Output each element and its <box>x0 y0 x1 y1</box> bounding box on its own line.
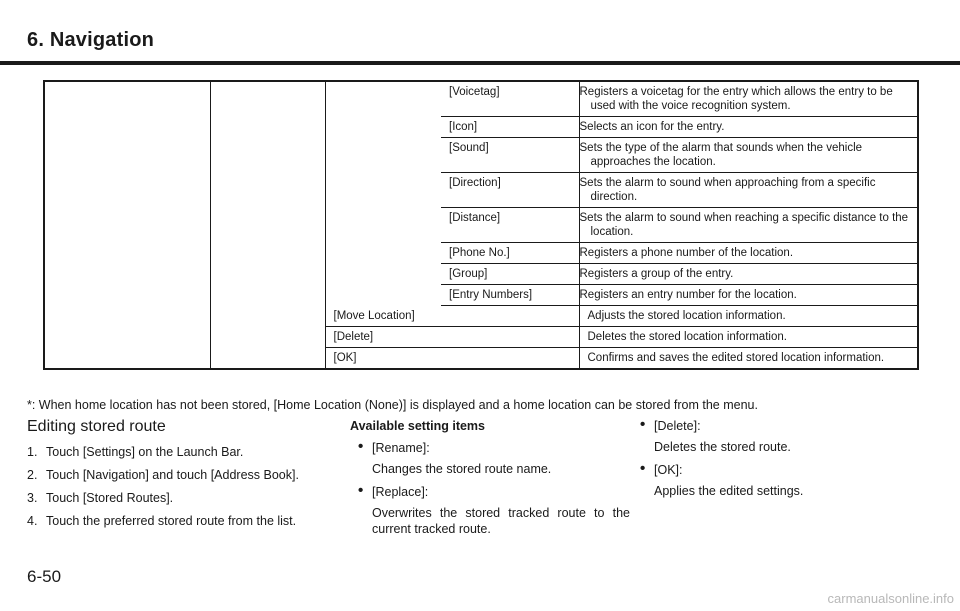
setting-label: [Move Location] <box>325 306 579 327</box>
setting-description: Deletes the stored location information. <box>579 327 918 348</box>
step-number: 4. <box>27 514 38 528</box>
header-divider <box>0 61 960 65</box>
item-term: [OK]: <box>654 463 683 477</box>
step-text: Touch [Stored Routes]. <box>46 491 174 505</box>
settings-table <box>43 80 919 370</box>
list-item <box>632 462 932 499</box>
bullet-icon: • <box>640 416 646 433</box>
item-term: [Replace]: <box>372 485 429 499</box>
setting-label: [Entry Numbers] <box>441 285 579 306</box>
page-section-title: 6. Navigation <box>27 29 155 51</box>
page-number: 6-50 <box>27 567 62 586</box>
steps-list <box>27 444 332 529</box>
table-empty-cell <box>44 81 210 369</box>
bullet-icon: • <box>640 460 646 477</box>
setting-description: Sets the alarm to sound when approaching from a specific direction. <box>579 173 918 208</box>
setting-description: Sets the type of the alarm that sounds when the vehicle approaches the location. <box>579 138 918 173</box>
bullet-icon: • <box>358 482 364 499</box>
settings-bullet-list <box>632 418 932 499</box>
step-text: Touch the preferred stored route from the list. <box>46 514 297 528</box>
step-number: 3. <box>27 491 38 505</box>
item-description: Applies the edited settings. <box>654 484 804 498</box>
footnote: *: When home location has not been stored, [Home Location (None)] is displayed and a home location can be stored from the menu. <box>27 398 758 412</box>
step-number: 1. <box>27 445 38 459</box>
available-items-section <box>350 418 630 544</box>
settings-bullet-list <box>350 440 630 537</box>
table-empty-cell <box>210 81 325 369</box>
available-items-section-continued <box>632 418 932 506</box>
setting-description: Sets the alarm to sound when reaching a specific distance to the location. <box>579 208 918 243</box>
setting-label: [Delete] <box>325 327 579 348</box>
item-description: Overwrites the stored tracked route to the current tracked route. <box>372 506 630 536</box>
setting-label: [Direction] <box>441 173 579 208</box>
item-description: Deletes the stored route. <box>654 440 791 454</box>
section-heading: Editing stored route <box>27 418 166 435</box>
setting-description: Registers a phone number of the location. <box>579 243 918 264</box>
step-text: Touch [Navigation] and touch [Address Book]. <box>46 468 299 482</box>
list-item <box>27 444 332 460</box>
setting-label: [Group] <box>441 264 579 285</box>
list-item <box>350 484 630 537</box>
setting-label: [Sound] <box>441 138 579 173</box>
setting-description: Adjusts the stored location information. <box>579 306 918 327</box>
list-item <box>27 467 332 483</box>
list-item <box>27 490 332 506</box>
step-text: Touch [Settings] on the Launch Bar. <box>46 445 244 459</box>
list-item <box>27 513 332 529</box>
setting-label: [OK] <box>325 348 579 370</box>
setting-description: Registers a voicetag for the entry which allows the entry to be used with the voice recognition system. <box>579 81 918 117</box>
setting-description: Registers a group of the entry. <box>579 264 918 285</box>
editing-section <box>27 418 332 536</box>
step-number: 2. <box>27 468 38 482</box>
item-term: [Rename]: <box>372 441 430 455</box>
setting-label: [Icon] <box>441 117 579 138</box>
item-description: Changes the stored route name. <box>372 462 552 476</box>
list-item <box>632 418 932 455</box>
bullet-icon: • <box>358 438 364 455</box>
item-term: [Delete]: <box>654 419 701 433</box>
setting-description: Confirms and saves the edited stored location information. <box>587 352 885 364</box>
setting-description: Selects an icon for the entry. <box>579 117 918 138</box>
setting-description: Registers an entry number for the location. <box>579 285 918 306</box>
subsection-heading: Available setting items <box>350 419 485 433</box>
table-empty-cell <box>325 81 441 306</box>
watermark: carmanualsonline.info <box>827 591 954 606</box>
setting-label: [Voicetag] <box>441 81 579 117</box>
setting-label: [Phone No.] <box>441 243 579 264</box>
list-item <box>350 440 630 477</box>
table-row <box>44 81 918 117</box>
setting-label: [Distance] <box>441 208 579 243</box>
